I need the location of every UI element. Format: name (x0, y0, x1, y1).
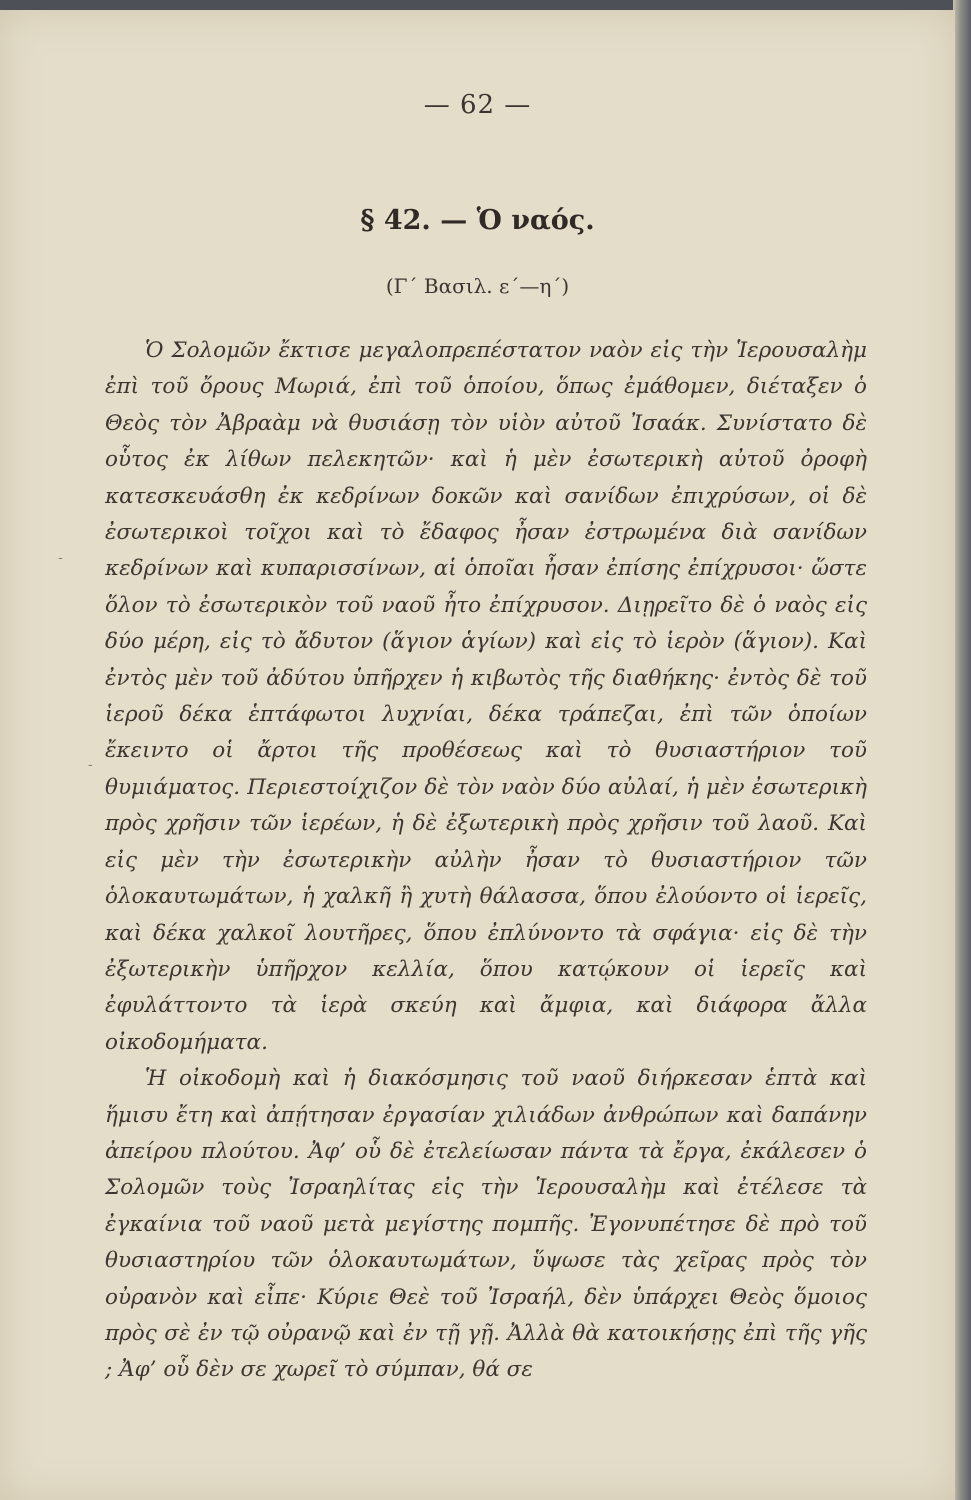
paragraph-1: Ὁ Σολομῶν ἔκτισε μεγαλοπρεπέστατον ναὸν εἰς τὴν Ἱερουσαλὴμ ἐπὶ τοῦ ὄρους Μωριά, ἐπὶ τοῦ ὁποίου, ὅπως ἐμάθομεν, διέταξεν ὁ Θεὸς τὸν Ἀβραὰμ νὰ θυσιάσῃ τὸν υἱὸν αὐτοῦ Ἰσαάκ. Συνίστατο δὲ οὗτος ἐκ λίθων πελεκητῶν· καὶ ἡ μὲν ἐσωτερικὴ αὐτοῦ ὀροφὴ κατεσκευάσθη ἐκ κεδρίνων δοκῶν καὶ σανίδων ἐπιχρύσων, οἱ δὲ ἐσωτερικοὶ τοῖχοι καὶ τὸ ἔδαφος ἦσαν ἐστρωμένα διὰ σανίδων κεδρίνων καὶ κυπαρισσίνων, αἱ ὁποῖαι ἦσαν ἐπίσης ἐπίχρυσοι· ὥστε ὅλον τὸ ἐσωτερικὸν τοῦ ναοῦ ἦτο ἐπίχρυσον. Διῃρεῖτο δὲ ὁ ναὸς εἰς δύο μέρη, εἰς τὸ ἄδυτον (ἅγιον ἁγίων) καὶ εἰς τὸ ἱερὸν (ἅγιον). Καὶ ἐντὸς μὲν τοῦ ἀδύτου ὑπῆρχεν ἡ κιβωτὸς τῆς διαθήκης· ἐντὸς δὲ τοῦ ἱεροῦ δέκα ἑπτάφωτοι λυχνίαι, δέκα τράπεζαι, ἐπὶ τῶν ὁποίων ἔκειντο οἱ ἄρτοι τῆς προθέσεως καὶ τὸ θυσιαστήριον τοῦ θυμιάματος. Περιεστοίχιζον δὲ τὸν ναὸν δύο αὐλαί, ἡ μὲν ἐσωτερικὴ πρὸς χρῆσιν τῶν ἱερέων, ἡ δὲ ἐξωτερικὴ πρὸς χρῆσιν τοῦ λαοῦ. Καὶ εἰς μὲν τὴν ἐσωτερικὴν αὐλὴν ἦσαν τὸ θυσιαστήριον τῶν ὁλοκαυτωμάτων, ἡ χαλκῆ ἢ χυτὴ θάλασσα, ὅπου ἐλούοντο οἱ ἱερεῖς, καὶ δέκα χαλκοῖ λουτῆρες, ὅπου ἐπλύνοντο τὰ σφάγια· εἰς δὲ τὴν ἐξωτερικὴν ὑπῆρχον κελλία, ὅπου κατῴκουν οἱ ἱερεῖς καὶ ἐφυλάττοντο τὰ ἱερὰ σκεύη καὶ ἄμφια, καὶ διάφορα ἄλλα οἰκοδομήματα. (105, 338, 867, 1055)
book-binding-edge (953, 0, 971, 1500)
scripture-reference: (Γ΄ Βασιλ. ε΄—η΄) (385, 274, 570, 298)
book-page (0, 10, 955, 1500)
paragraph-2: Ἡ οἰκοδομὴ καὶ ἡ διακόσμησις τοῦ ναοῦ διήρκεσαν ἑπτὰ καὶ ἥμισυ ἔτη καὶ ἀπῄτησαν ἐργασίαν χιλιάδων ἀνθρώπων καὶ δαπάνην ἀπείρου πλούτου. Ἀφ’ οὗ δὲ ἐτελείωσαν πάντα τὰ ἔργα, ἐκάλεσεν ὁ Σολομῶν τοὺς Ἰσραηλίτας εἰς τὴν Ἱερουσαλὴμ καὶ ἐτέλεσε τὰ ἐγκαίνια τοῦ ναοῦ μετὰ μεγίστης πομπῆς. Ἐγονυπέτησε δὲ πρὸ τοῦ θυσιαστηρίου τῶν ὁλοκαυτωμάτων, ὕψωσε τὰς χεῖρας πρὸς τὸν οὐρανὸν καὶ εἶπε· Κύριε Θεὲ τοῦ Ἰσραήλ, δὲν ὑπάρχει Θεὸς ὅμοιος πρὸς σὲ ἐν τῷ οὐρανῷ καὶ ἐν τῇ γῇ. Ἀλλὰ θὰ κατοικήσῃς ἐπὶ τῆς γῆς ; Ἀφ’ οὗ δὲν σε χωρεῖ τὸ σύμπαν, θά σε (105, 1066, 867, 1383)
page-number: — 62 — (423, 90, 532, 120)
section-title: § 42. — Ὁ ναός. (360, 205, 595, 236)
margin-tick-mark: - (58, 550, 63, 566)
margin-tick-mark: - (88, 757, 93, 773)
body-text (105, 333, 867, 1389)
